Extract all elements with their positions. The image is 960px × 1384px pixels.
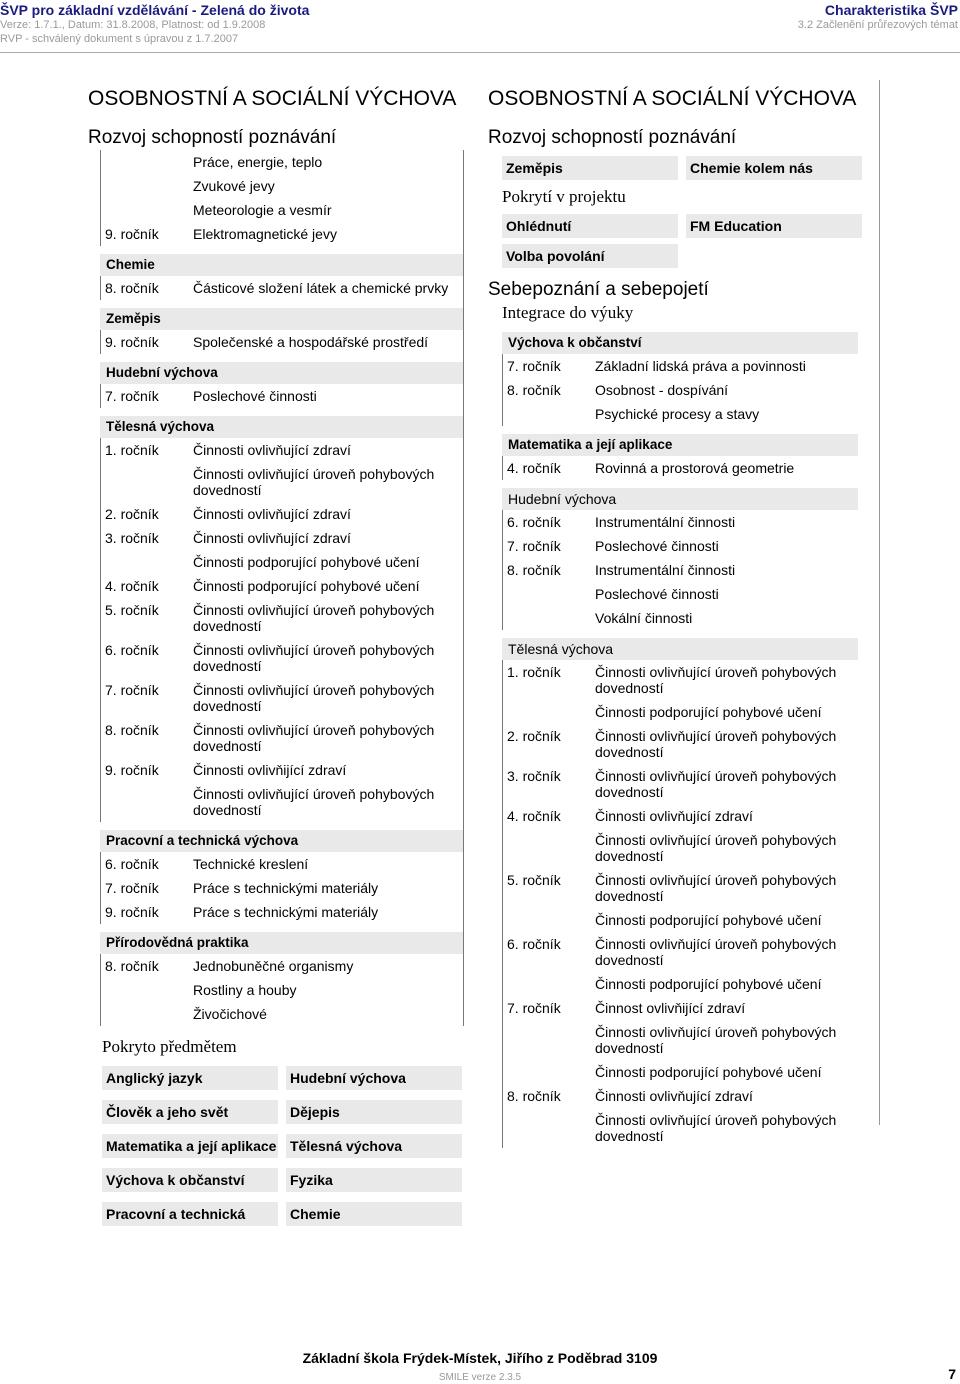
- topic-label: Základní lidská práva a povinnosti: [595, 358, 806, 374]
- grade-label: 6. ročník: [105, 856, 159, 872]
- subject-tag: Dějepis: [286, 1100, 462, 1124]
- topic-label: Činnosti ovlivňující zdraví: [193, 442, 351, 458]
- grade-label: 3. ročník: [105, 530, 159, 546]
- grade-label: 8. ročník: [507, 1088, 561, 1104]
- subject-group: [502, 638, 858, 1148]
- list-item: [502, 606, 858, 630]
- list-item: [100, 276, 463, 300]
- page-header-left: [0, 2, 309, 46]
- grade-label: [105, 982, 193, 998]
- topic-label: Činnosti ovlivňující zdraví: [595, 1088, 753, 1104]
- topic-label: Meteorologie a vesmír: [193, 202, 332, 218]
- topic-label: Činnosti podporující pohybové učení: [193, 578, 420, 594]
- list-item: [100, 198, 463, 222]
- subject-header: Výchova k občanství: [502, 332, 858, 354]
- subject-group: [100, 416, 463, 822]
- list-item: [502, 868, 858, 908]
- topic-label: Činnosti ovlivňijící zdraví: [193, 762, 347, 778]
- page-number: 7: [948, 1366, 956, 1382]
- grade-label: 7. ročník: [507, 358, 561, 374]
- grade-label: 4. ročník: [105, 578, 159, 594]
- topic-label: Jednobuněčné organismy: [193, 958, 354, 974]
- list-item: [100, 574, 463, 598]
- topic-label: Práce s technickými materiály: [193, 904, 379, 920]
- chapter-title: Charakteristika ŠVP: [824, 2, 958, 18]
- grade-label: 7. ročník: [105, 880, 159, 896]
- right-subsection-title: Rozvoj schopností poznávání: [488, 127, 737, 148]
- topic-label: Činnosti ovlivňující úroveň pohybových dovedností: [193, 642, 435, 674]
- grade-label: 5. ročník: [507, 872, 561, 888]
- list-item: [502, 764, 858, 804]
- topic-label: Činnost ovlivňijící zdraví: [595, 1000, 746, 1016]
- list-item: [502, 1020, 858, 1060]
- grade-label: [507, 586, 595, 602]
- grade-label: [105, 466, 193, 498]
- topic-label: Vokální činnosti: [595, 610, 693, 626]
- list-item: [502, 378, 858, 402]
- left-subsection-title: Rozvoj schopností poznávání: [88, 127, 337, 148]
- grade-label: [507, 406, 595, 422]
- list-item: [502, 828, 858, 868]
- grade-label: 8. ročník: [105, 958, 159, 974]
- grade-label: 7. ročník: [507, 538, 561, 554]
- topic-label: Činnosti ovlivňující úroveň pohybových dovedností: [595, 872, 837, 904]
- list-item: [100, 330, 463, 354]
- grade-label: 9. ročník: [105, 904, 159, 920]
- list-item: [502, 972, 858, 996]
- topic-label: Poslechové činnosti: [595, 586, 719, 602]
- right-integration-list: [502, 332, 858, 1148]
- left-integration-list: [100, 150, 464, 1026]
- topic-label: Poslechové činnosti: [595, 538, 719, 554]
- topic-label: Činnosti ovlivňující úroveň pohybových dovedností: [193, 722, 435, 754]
- right-column: [488, 80, 872, 1148]
- topic-label: Instrumentální činnosti: [595, 514, 736, 530]
- topic-label: Činnosti ovlivňující úroveň pohybových dovedností: [193, 786, 435, 818]
- grade-label: [507, 1112, 595, 1144]
- grade-label: 9. ročník: [105, 334, 159, 350]
- topic-label: Práce, energie, teplo: [193, 154, 323, 170]
- subject-tag: Hudební výchova: [286, 1066, 462, 1090]
- subject-tag: Pracovní a technická: [102, 1202, 278, 1226]
- topic-label: Elektromagnetické jevy: [193, 226, 337, 242]
- grade-label: [507, 1064, 595, 1080]
- topic-label: Činnosti ovlivňující úroveň pohybových dovedností: [595, 936, 837, 968]
- list-item: [502, 402, 858, 426]
- grade-label: [507, 912, 595, 928]
- topic-label: Společenské a hospodářské prostředí: [193, 334, 429, 350]
- list-item: [100, 598, 463, 638]
- subject-tag: Anglický jazyk: [102, 1066, 278, 1090]
- subject-group: [502, 332, 858, 426]
- topic-label: Činnosti ovlivňující zdraví: [595, 808, 753, 824]
- list-item: [100, 638, 463, 678]
- grade-label: 6. ročník: [507, 514, 561, 530]
- list-item: [100, 384, 463, 408]
- project-coverage-title: Pokrytí v projektu: [502, 187, 626, 206]
- subject-header: Hudební výchova: [502, 488, 858, 510]
- list-item: [502, 1084, 858, 1108]
- grade-label: [105, 554, 193, 570]
- list-item: [100, 758, 463, 782]
- covered-subjects: [102, 1066, 464, 1226]
- page-header-right: [798, 2, 958, 32]
- covered-by-subject-title: Pokryto předmětem: [102, 1037, 237, 1056]
- subject-group: [502, 488, 858, 630]
- right-section-title: OSOBNOSTNÍ A SOCIÁLNÍ VÝCHOVA: [488, 87, 857, 110]
- left-column: [88, 80, 464, 1226]
- grade-label: [507, 976, 595, 992]
- subject-tag: Výchova k občanství: [102, 1168, 278, 1192]
- grade-label: 9. ročník: [105, 226, 159, 242]
- list-item: [502, 354, 858, 378]
- subject-header: Matematika a její aplikace: [502, 434, 858, 456]
- left-section-title: OSOBNOSTNÍ A SOCIÁLNÍ VÝCHOVA: [88, 87, 457, 110]
- grade-label: 5. ročník: [105, 602, 159, 618]
- list-item: [502, 510, 858, 534]
- subject-header: Hudební výchova: [100, 362, 463, 384]
- grade-label: 8. ročník: [507, 382, 561, 398]
- grade-label: 1. ročník: [507, 664, 561, 680]
- grade-label: 9. ročník: [105, 762, 159, 778]
- list-item: [100, 954, 463, 978]
- list-item: [502, 582, 858, 606]
- school-name: Základní škola Frýdek-Místek, Jiřího z Poděbrad 3109: [302, 1350, 658, 1366]
- column-divider: [879, 80, 880, 1125]
- grade-label: 8. ročník: [105, 722, 159, 738]
- subject-header: Přírodovědná praktika: [100, 932, 463, 954]
- right-covered-subjects: [502, 156, 872, 180]
- subject-tag: Matematika a její aplikace: [102, 1134, 278, 1158]
- document-title: ŠVP pro základní vzdělávání - Zelená do života: [0, 2, 310, 18]
- topic-label: Činnosti podporující pohybové učení: [595, 912, 822, 928]
- topic-label: Rostliny a houby: [193, 982, 297, 998]
- subject-tag: Člověk a jeho svět: [102, 1100, 278, 1124]
- topic-label: Technické kreslení: [193, 856, 309, 872]
- grade-label: [507, 832, 595, 864]
- list-item: [100, 438, 463, 462]
- topic-label: Rovinná a prostorová geometrie: [595, 460, 795, 476]
- subject-header: Zeměpis: [100, 308, 463, 330]
- grade-label: 2. ročník: [105, 506, 159, 522]
- list-item: [100, 876, 463, 900]
- grade-label: 4. ročník: [507, 808, 561, 824]
- grade-label: 6. ročník: [507, 936, 561, 952]
- topic-label: Činnosti ovlivňující zdraví: [193, 530, 351, 546]
- integration-title: Integrace do výuky: [502, 303, 634, 322]
- list-item: [100, 852, 463, 876]
- topic-label: Částicové složení látek a chemické prvky: [193, 280, 449, 296]
- list-item: [100, 782, 463, 822]
- rvp-info: RVP - schválený dokument s úpravou z 1.7.2007: [0, 33, 239, 45]
- topic-label: Práce s technickými materiály: [193, 880, 379, 896]
- grade-label: [105, 154, 193, 170]
- subject-tag: Chemie kolem nás: [686, 156, 862, 180]
- grade-label: [105, 178, 193, 194]
- list-item: [502, 534, 858, 558]
- topic-label: Činnosti ovlivňující úroveň pohybových dovedností: [193, 602, 435, 634]
- subject-header: Tělesná výchova: [100, 416, 463, 438]
- subject-group: [100, 362, 463, 408]
- topic-label: Činnosti podporující pohybové učení: [595, 704, 822, 720]
- list-item: [100, 550, 463, 574]
- project-list: [502, 214, 872, 268]
- list-item: [100, 174, 463, 198]
- list-item: [502, 1108, 858, 1148]
- grade-label: 8. ročník: [105, 280, 159, 296]
- subject-tag: FM Education: [686, 214, 862, 238]
- grade-label: [507, 704, 595, 720]
- subject-group: [100, 254, 463, 300]
- section-title: 3.2 Začlenění průřezových témat: [797, 19, 958, 31]
- right-subsection2-title: Sebepoznání a sebepojetí: [488, 279, 709, 300]
- subject-tag: Chemie: [286, 1202, 462, 1226]
- grade-label: 2. ročník: [507, 728, 561, 744]
- grade-label: 7. ročník: [105, 682, 159, 698]
- topic-label: Činnosti ovlivňující úroveň pohybových dovedností: [595, 728, 837, 760]
- list-item: [502, 724, 858, 764]
- list-item: [100, 150, 463, 174]
- list-item: [502, 908, 858, 932]
- grade-label: 8. ročník: [507, 562, 561, 578]
- topic-label: Činnosti podporující pohybové učení: [193, 554, 420, 570]
- grade-label: [105, 1006, 193, 1022]
- list-item: [100, 1002, 463, 1026]
- subject-header: Tělesná výchova: [502, 638, 858, 660]
- topic-label: Zvukové jevy: [193, 178, 275, 194]
- subject-header: Chemie: [100, 254, 463, 276]
- list-item: [502, 1060, 858, 1084]
- list-item: [100, 678, 463, 718]
- list-item: [502, 932, 858, 972]
- list-item: [502, 804, 858, 828]
- list-item: [100, 900, 463, 924]
- grade-label: 1. ročník: [105, 442, 159, 458]
- subject-tag: Volba povolání: [502, 244, 678, 268]
- grade-label: 7. ročník: [105, 388, 159, 404]
- list-item: [502, 996, 858, 1020]
- topic-label: Činnosti ovlivňující úroveň pohybových dovedností: [595, 768, 837, 800]
- topic-label: Činnosti ovlivňující úroveň pohybových dovedností: [193, 682, 435, 714]
- topic-label: Činnosti podporující pohybové učení: [595, 976, 822, 992]
- list-item: [100, 718, 463, 758]
- grade-label: 6. ročník: [105, 642, 159, 658]
- topic-label: Poslechové činnosti: [193, 388, 317, 404]
- topic-label: Činnosti ovlivňující úroveň pohybových dovedností: [595, 1024, 837, 1056]
- grade-label: [507, 610, 595, 626]
- topic-label: Činnosti ovlivňující úroveň pohybových dovedností: [595, 832, 837, 864]
- subject-tag: Zeměpis: [502, 156, 678, 180]
- grade-label: 4. ročník: [507, 460, 561, 476]
- list-item: [502, 700, 858, 724]
- subject-group: [502, 434, 858, 480]
- topic-label: Instrumentální činnosti: [595, 562, 736, 578]
- subject-tag: Ohlédnutí: [502, 214, 678, 238]
- topic-label: Činnosti podporující pohybové učení: [595, 1064, 822, 1080]
- version-info: Verze: 1.7.1., Datum: 31.8.2008, Platnost: od 1.9.2008: [0, 19, 266, 31]
- topic-label: Činnosti ovlivňující zdraví: [193, 506, 351, 522]
- list-item: [100, 526, 463, 550]
- subject-tag: Fyzika: [286, 1168, 462, 1192]
- list-item: [100, 502, 463, 526]
- software-version: SMILE verze 2.3.5: [438, 1372, 522, 1383]
- subject-group: [100, 308, 463, 354]
- grade-label: 3. ročník: [507, 768, 561, 784]
- topic-label: Osobnost - dospívání: [595, 382, 729, 398]
- list-item: [100, 222, 463, 246]
- subject-group: [100, 830, 463, 924]
- grade-label: 7. ročník: [507, 1000, 561, 1016]
- topic-label: Psychické procesy a stavy: [595, 406, 760, 422]
- list-item: [100, 462, 463, 502]
- topic-label: Činnosti ovlivňující úroveň pohybových dovedností: [595, 664, 837, 696]
- topic-label: Činnosti ovlivňující úroveň pohybových dovedností: [193, 466, 435, 498]
- list-item: [502, 558, 858, 582]
- subject-header: Pracovní a technická výchova: [100, 830, 463, 852]
- grade-label: [105, 786, 193, 818]
- grade-label: [105, 202, 193, 218]
- header-divider: [0, 52, 960, 53]
- subject-tag: Tělesná výchova: [286, 1134, 462, 1158]
- subject-group: [100, 932, 463, 1026]
- grade-label: [507, 1024, 595, 1056]
- topic-label: Živočichové: [193, 1006, 267, 1022]
- topic-label: Činnosti ovlivňující úroveň pohybových dovedností: [595, 1112, 837, 1144]
- list-item: [502, 660, 858, 700]
- list-item: [502, 456, 858, 480]
- list-item: [100, 978, 463, 1002]
